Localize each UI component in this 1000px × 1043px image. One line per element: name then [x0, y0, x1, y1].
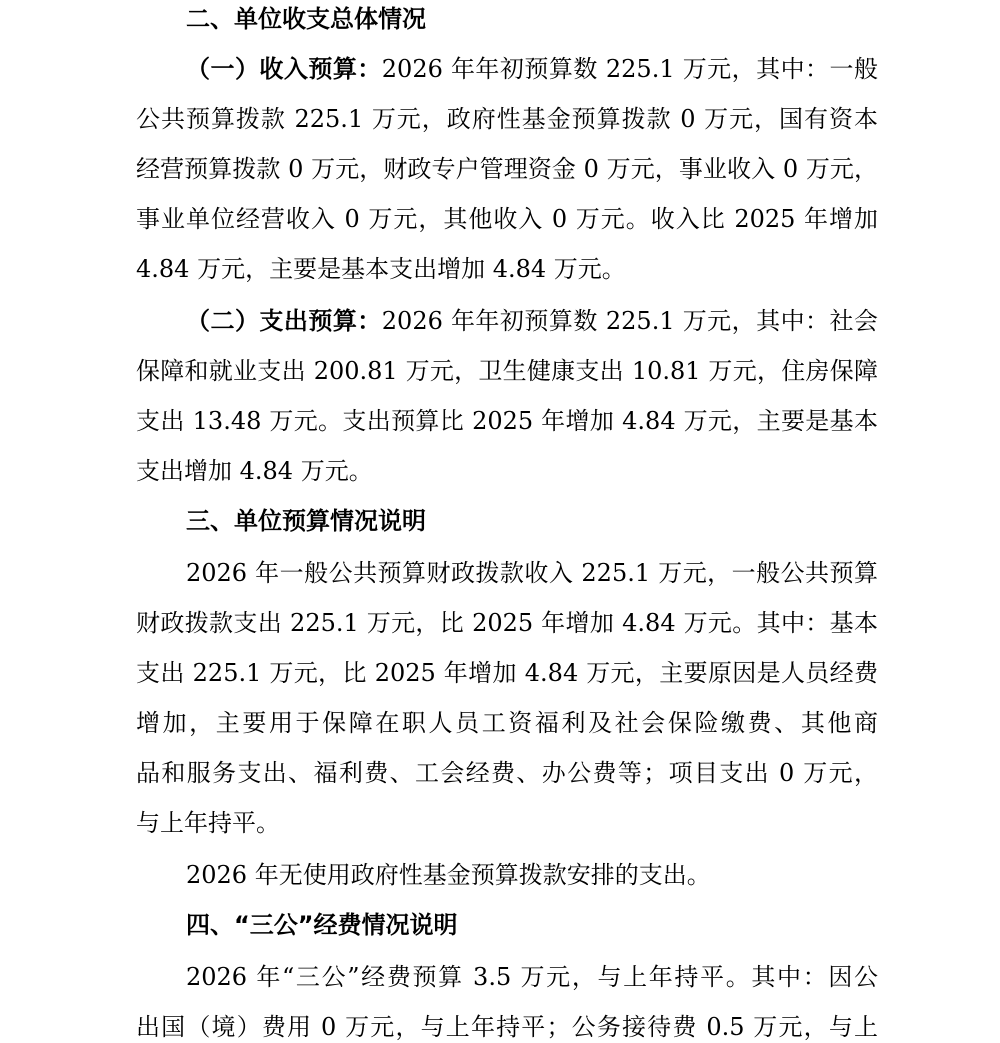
expense-budget-line-1 — [186, 296, 878, 346]
expense-budget-line-3: 支出 13.48 万元。支出预算比 2025 年增加 4.84 万元，主要是基本 — [136, 407, 878, 435]
expense-budget-line-2: 保障和就业支出 200.81 万元，卫生健康支出 10.81 万元，住房保障 — [136, 357, 878, 385]
expense-budget-label: （二）支出预算： — [186, 307, 382, 335]
three-public-line-2: 出国（境）费用 0 万元，与上年持平；公务接待费 0.5 万元，与上 — [136, 1013, 878, 1041]
budget-para-line-3: 支出 225.1 万元，比 2025 年增加 4.84 万元，主要原因是人员经费 — [136, 659, 878, 687]
budget-para-line-1: 2026 年一般公共预算财政拨款收入 225.1 万元，一般公共预算 — [186, 559, 878, 587]
government-fund-note: 2026 年无使用政府性基金预算拨款安排的支出。 — [186, 861, 711, 889]
income-budget-line-3: 经营预算拨款 0 万元，财政专户管理资金 0 万元，事业收入 0 万元， — [136, 155, 878, 183]
budget-para-line-4: 增加，主要用于保障在职人员工资福利及社会保险缴费、其他商 — [136, 709, 878, 737]
income-budget-line-4: 事业单位经营收入 0 万元，其他收入 0 万元。收入比 2025 年增加 — [136, 205, 878, 233]
expense-budget-text: 2026 年年初预算数 225.1 万元，其中：社会 — [381, 307, 879, 335]
section-heading-budget-explanation: 三、单位预算情况说明 — [186, 507, 426, 535]
three-public-line-1: 2026 年“三公”经费预算 3.5 万元，与上年持平。其中：因公 — [186, 963, 878, 991]
budget-para-line-6: 与上年持平。 — [136, 809, 280, 837]
income-budget-label: （一）收入预算： — [186, 55, 382, 83]
expense-budget-line-4: 支出增加 4.84 万元。 — [136, 457, 373, 485]
income-budget-line-5: 4.84 万元，主要是基本支出增加 4.84 万元。 — [136, 255, 626, 283]
income-budget-text: 2026 年年初预算数 225.1 万元，其中：一般 — [381, 55, 879, 83]
budget-para-line-5: 品和服务支出、福利费、工会经费、办公费等；项目支出 0 万元， — [136, 759, 878, 787]
section-heading-three-public: 四、“三公”经费情况说明 — [186, 911, 458, 939]
income-budget-line-1 — [186, 44, 878, 94]
budget-para-line-2: 财政拨款支出 225.1 万元，比 2025 年增加 4.84 万元。其中：基本 — [136, 609, 878, 637]
section-heading-overall: 二、单位收支总体情况 — [186, 5, 426, 33]
income-budget-line-2: 公共预算拨款 225.1 万元，政府性基金预算拨款 0 万元，国有资本 — [136, 105, 878, 133]
